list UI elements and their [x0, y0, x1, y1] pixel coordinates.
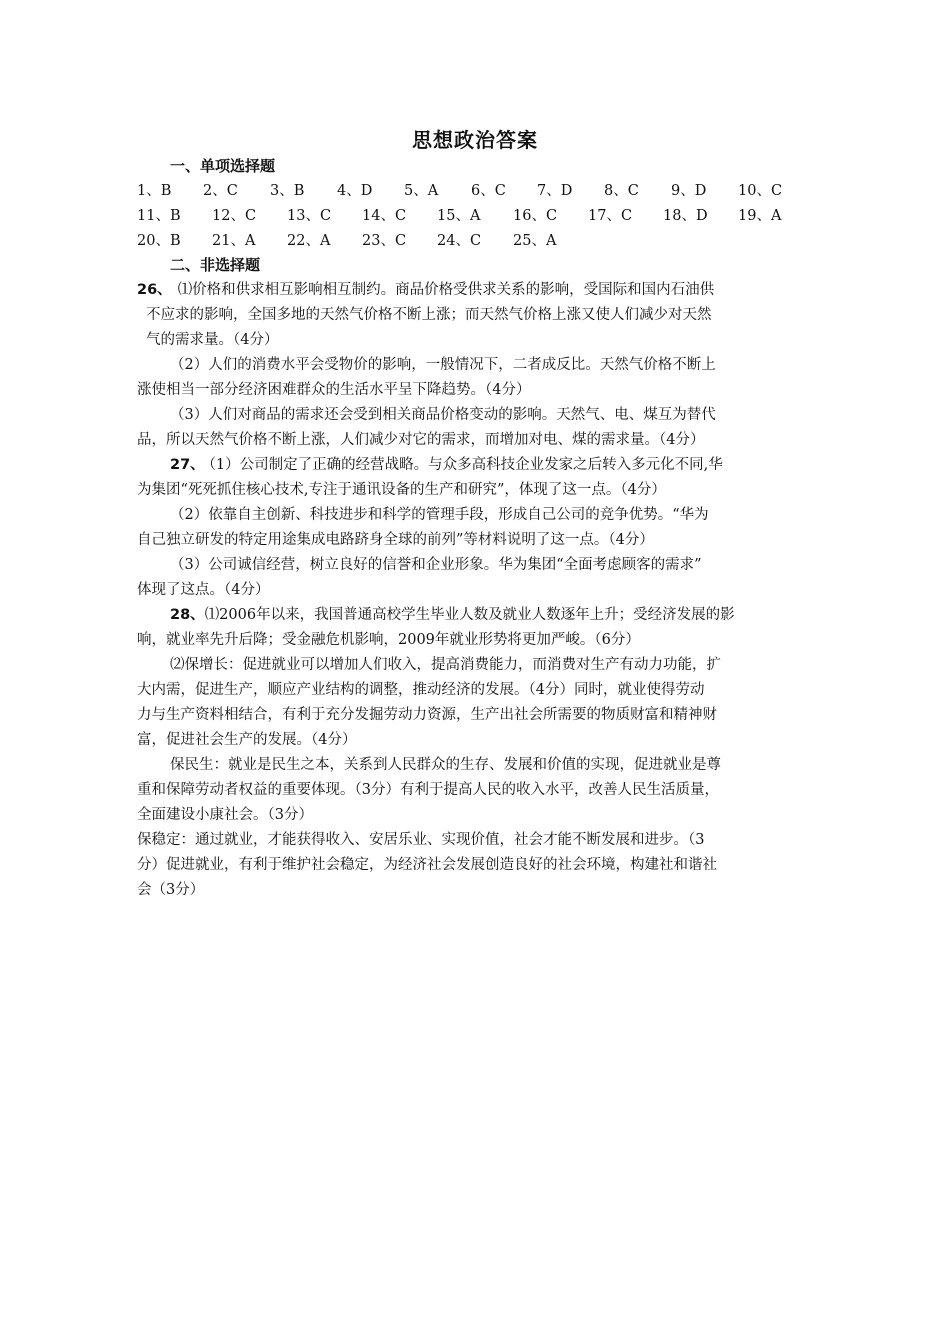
- mc-answer: 19、A: [738, 208, 782, 224]
- q26-line-3: 气的需求量。（4分）: [146, 332, 279, 348]
- mc-answer: 4、D: [337, 183, 373, 199]
- section-heading-multiple-choice: 一、单项选择题: [170, 157, 276, 175]
- mc-answer: 13、C: [287, 208, 332, 224]
- mc-answer: 18、D: [663, 208, 708, 224]
- mc-answer: 14、C: [362, 208, 407, 224]
- q26-line-6: （3）人们对商品的需求还会受到相关商品价格变动的影响。天然气、电、煤互为替代: [170, 407, 716, 423]
- q26-line-4: （2）人们的消费水平会受物价的影响，一般情况下，二者成反比。天然气价格不断上: [170, 357, 716, 373]
- mc-answer: 23、C: [362, 233, 407, 249]
- mc-answer: 11、B: [137, 208, 181, 224]
- q28-line-3: ⑵保增长：促进就业可以增加人们收入，提高消费能力，而消费对生产有动力功能，扩: [170, 657, 721, 673]
- q26-line-7: 品，所以天然气价格不断上涨，人们减少对它的需求，而增加对电、煤的需求量。（4分）: [137, 432, 705, 448]
- mc-row-1: [137, 179, 837, 201]
- q28-line-5: 力与生产资料相结合，有利于充分发掘劳动力资源，生产出社会所需要的物质财富和精神财: [137, 707, 717, 723]
- mc-answer: 25、A: [513, 233, 557, 249]
- mc-answer: 7、D: [537, 183, 573, 199]
- mc-answer: 8、C: [604, 183, 639, 199]
- mc-answer: 16、C: [513, 208, 558, 224]
- q27-line-1: 27、 （1）公司制定了正确的经营战略。与众多高科技企业发家之后转入多元化不同,华: [170, 457, 723, 473]
- mc-answer: 20、B: [137, 233, 181, 249]
- mc-answer: 21、A: [212, 233, 256, 249]
- mc-row-2: [137, 204, 837, 226]
- q28-line-11: 分）促进就业，有利于维护社会稳定，为经济社会发展创造良好的社会环境，构建社和谐社: [137, 857, 717, 873]
- q28-line-8: 重和保障劳动者权益的重要体现。（3分）有利于提高人民的收入水平，改善人民生活质量，: [137, 782, 719, 798]
- page-title: 思想政治答案: [412, 128, 538, 152]
- mc-answer: 6、C: [471, 183, 506, 199]
- mc-answer: 2、C: [203, 183, 238, 199]
- mc-answer: 5、A: [404, 183, 439, 199]
- q28-line-2: 响，就业率先升后降；受金融危机影响，2009年就业形势将更加严峻。（6分）: [137, 632, 640, 648]
- q26-line-1: 26、 ⑴价格和供求相互影响相互制约。商品价格受供求关系的影响，受国际和国内石油供: [137, 282, 715, 298]
- mc-answer: 9、D: [671, 183, 707, 199]
- q27-line-5: （3）公司诚信经营，树立良好的信誉和企业形象。华为集团“全面考虑顾客的需求”: [170, 557, 702, 573]
- q26-line-2: 不应求的影响，全国多地的天然气价格不断上涨；而天然气价格上涨又使人们减少对天然: [146, 307, 712, 323]
- q28-line-9: 全面建设小康社会。（3分）: [137, 807, 313, 823]
- mc-answer: 10、C: [738, 183, 783, 199]
- q27-line-3: （2）依靠自主创新、科技进步和科学的管理手段，形成自己公司的竞争优势。“华为: [170, 507, 709, 523]
- mc-answer: 17、C: [588, 208, 633, 224]
- mc-answer: 1、B: [137, 183, 172, 199]
- q27-number: 27、: [170, 457, 205, 473]
- mc-row-3: [137, 229, 837, 251]
- section-heading-non-choice: 二、非选择题: [170, 256, 261, 274]
- mc-answer: 22、A: [287, 233, 331, 249]
- q27-line-2: 为集团“死死抓住核心技术,专注于通讯设备的生产和研究”，体现了这一点。（4分）: [137, 482, 666, 498]
- q26-number: 26、: [137, 282, 172, 298]
- q28-line-4: 大内需，促进生产，顺应产业结构的调整，推动经济的发展。（4分）同时，就业使得劳动: [137, 682, 705, 698]
- q28-line-1: 28、⑴2006年以来，我国普通高校学生毕业人数及就业人数逐年上升；受经济发展的影: [170, 607, 735, 623]
- mc-answer: 3、B: [270, 183, 305, 199]
- q28-line-12: 会（3分）: [137, 882, 205, 898]
- mc-answer: 12、C: [212, 208, 257, 224]
- mc-answer: 24、C: [437, 233, 482, 249]
- q28-line-10: 保稳定：通过就业，才能获得收入、安居乐业、实现价值，社会才能不断发展和进步。（3: [137, 832, 705, 848]
- q28-line-6: 富，促进社会生产的发展。（4分）: [137, 732, 357, 748]
- mc-answer: 15、A: [437, 208, 481, 224]
- q26-line-5: 涨使相当一部分经济困难群众的生活水平呈下降趋势。（4分）: [137, 382, 531, 398]
- q27-line-6: 体现了这点。（4分）: [137, 582, 270, 598]
- q28-number: 28、: [170, 607, 205, 623]
- q28-line-7: 保民生：就业是民生之本，关系到人民群众的生存、发展和价值的实现，促进就业是尊: [170, 757, 721, 773]
- q27-line-4: 自己独立研发的特定用途集成电路跻身全球的前列”等材料说明了这一点。（4分）: [137, 532, 654, 548]
